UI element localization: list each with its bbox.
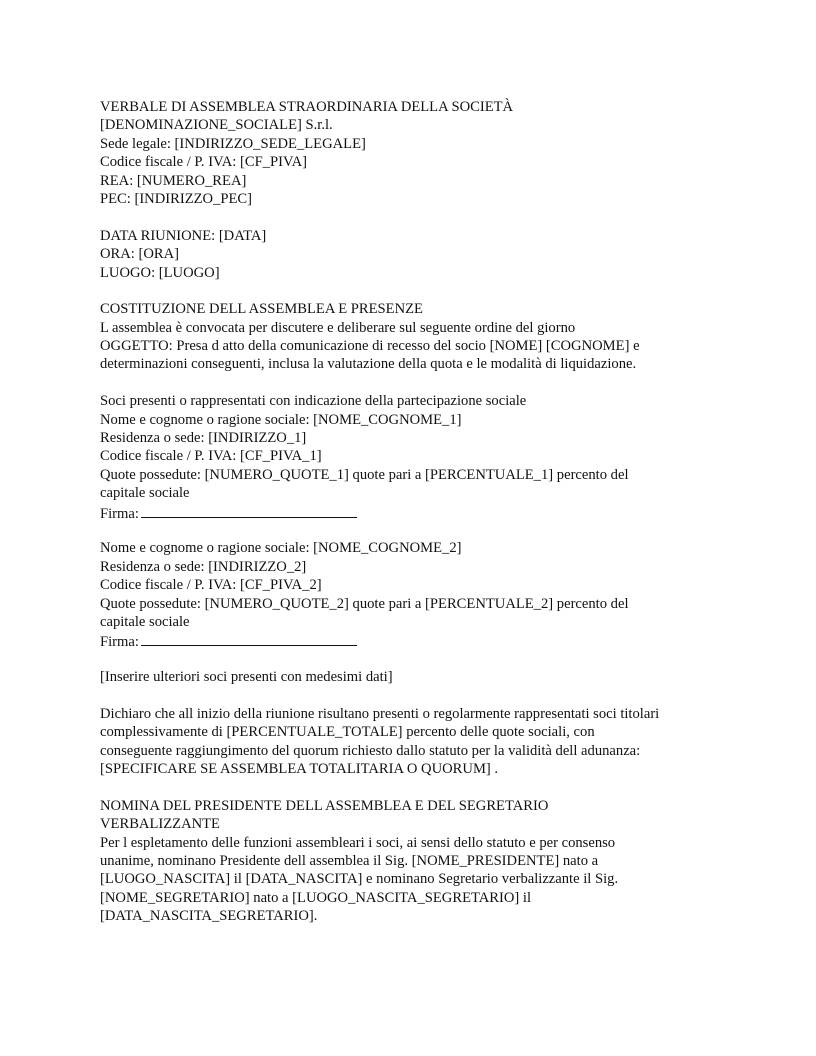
spacer [100, 282, 720, 300]
spacer [100, 778, 720, 796]
additional-shareholders-note: [Inserire ulteriori soci presenti con medesimi dati] [100, 669, 393, 686]
company-name: [DENOMINAZIONE_SOCIALE] S.r.l. [100, 117, 333, 134]
agenda-subject-line-2: determinazioni conseguenti, inclusa la valutazione della quota e le modalità di liquidazione. [100, 356, 637, 373]
shareholder-2-name: Nome e cognome o ragione sociale: [NOME_COGNOME_2] [100, 540, 462, 557]
shareholder-1-quotes-line-2: capitale sociale [100, 485, 190, 502]
agenda-intro: L assemblea è convocata per discutere e deliberare sul seguente ordine del giorno [100, 319, 576, 336]
spacer [100, 650, 720, 668]
shareholder-2-quotes-line-2: capitale sociale [100, 613, 190, 630]
tax-code: Codice fiscale / P. IVA: [CF_PIVA] [100, 154, 308, 171]
registered-office: Sede legale: [INDIRIZZO_SEDE_LEGALE] [100, 135, 366, 152]
document-page [100, 98, 720, 926]
shareholder-2-quotes-line-1: Quote possedute: [NUMERO_QUOTE_2] quote pari a [PERCENTUALE_2] percento del [100, 595, 629, 612]
shareholder-2-taxcode: Codice fiscale / P. IVA: [CF_PIVA_2] [100, 577, 322, 594]
rea-number: REA: [NUMERO_REA] [100, 172, 247, 189]
spacer [100, 374, 720, 392]
meeting-place: LUOGO: [LUOGO] [100, 264, 220, 281]
shareholder-2-address: Residenza o sede: [INDIRIZZO_2] [100, 558, 307, 575]
shareholder-1-name: Nome e cognome o ragione sociale: [NOME_COGNOME_1] [100, 411, 462, 428]
appointment-line-1: Per l espletamento delle funzioni assembleari i soci, ai sensi dello statuto e per consenso [100, 834, 616, 851]
meeting-date: DATA RIUNIONE: [DATA] [100, 227, 267, 244]
declaration-line-3: conseguente raggiungimento del quorum richiesto dallo statuto per la validità dell adunanza: [100, 742, 641, 759]
section-heading-costituzione: COSTITUZIONE DELL ASSEMBLEA E PRESENZE [100, 301, 423, 318]
appointment-line-3: [LUOGO_NASCITA] il [DATA_NASCITA] e nominano Segretario verbalizzante il Sig. [100, 871, 619, 888]
spacer [100, 208, 720, 226]
shareholder-1-taxcode: Codice fiscale / P. IVA: [CF_PIVA_1] [100, 448, 322, 465]
appointment-line-4: [NOME_SEGRETARIO] nato a [LUOGO_NASCITA_SEGRETARIO] il [100, 889, 532, 906]
signature-line [141, 631, 357, 646]
appointment-line-2: unanime, nominano Presidente dell assemblea il Sig. [NOME_PRESIDENTE] nato a [100, 853, 599, 870]
agenda-subject-line-1: OGGETTO: Presa d atto della comunicazione di recesso del socio [NOME] [COGNOME] e [100, 338, 640, 355]
signature-label: Firma: [100, 634, 139, 651]
spacer [100, 521, 720, 539]
shareholder-1-address: Residenza o sede: [INDIRIZZO_1] [100, 430, 307, 447]
declaration-line-4: [SPECIFICARE SE ASSEMBLEA TOTALITARIA O QUORUM] . [100, 761, 499, 778]
signature-label: Firma: [100, 505, 139, 522]
shareholder-2-signature [100, 631, 720, 649]
signature-line [141, 503, 357, 518]
declaration-line-1: Dichiaro che all inizio della riunione risultano presenti o regolarmente rappresentati soci titolari [100, 705, 660, 722]
appointment-line-5: [DATA_NASCITA_SEGRETARIO]. [100, 908, 318, 925]
shareholder-1-signature [100, 503, 720, 521]
meeting-time: ORA: [ORA] [100, 246, 180, 263]
section-heading-nomina-2: VERBALIZZANTE [100, 816, 220, 833]
shareholder-1-quotes-line-1: Quote possedute: [NUMERO_QUOTE_1] quote pari a [PERCENTUALE_1] percento del [100, 466, 629, 483]
document-title: VERBALE DI ASSEMBLEA STRAORDINARIA DELLA SOCIETÀ [100, 99, 514, 115]
spacer [100, 687, 720, 705]
declaration-line-2: complessivamente di [PERCENTUALE_TOTALE] percento delle quote sociali, con [100, 724, 595, 741]
section-heading-nomina-1: NOMINA DEL PRESIDENTE DELL ASSEMBLEA E DEL SEGRETARIO [100, 797, 549, 814]
pec-address: PEC: [INDIRIZZO_PEC] [100, 190, 253, 207]
shareholders-heading: Soci presenti o rappresentati con indicazione della partecipazione sociale [100, 393, 527, 410]
